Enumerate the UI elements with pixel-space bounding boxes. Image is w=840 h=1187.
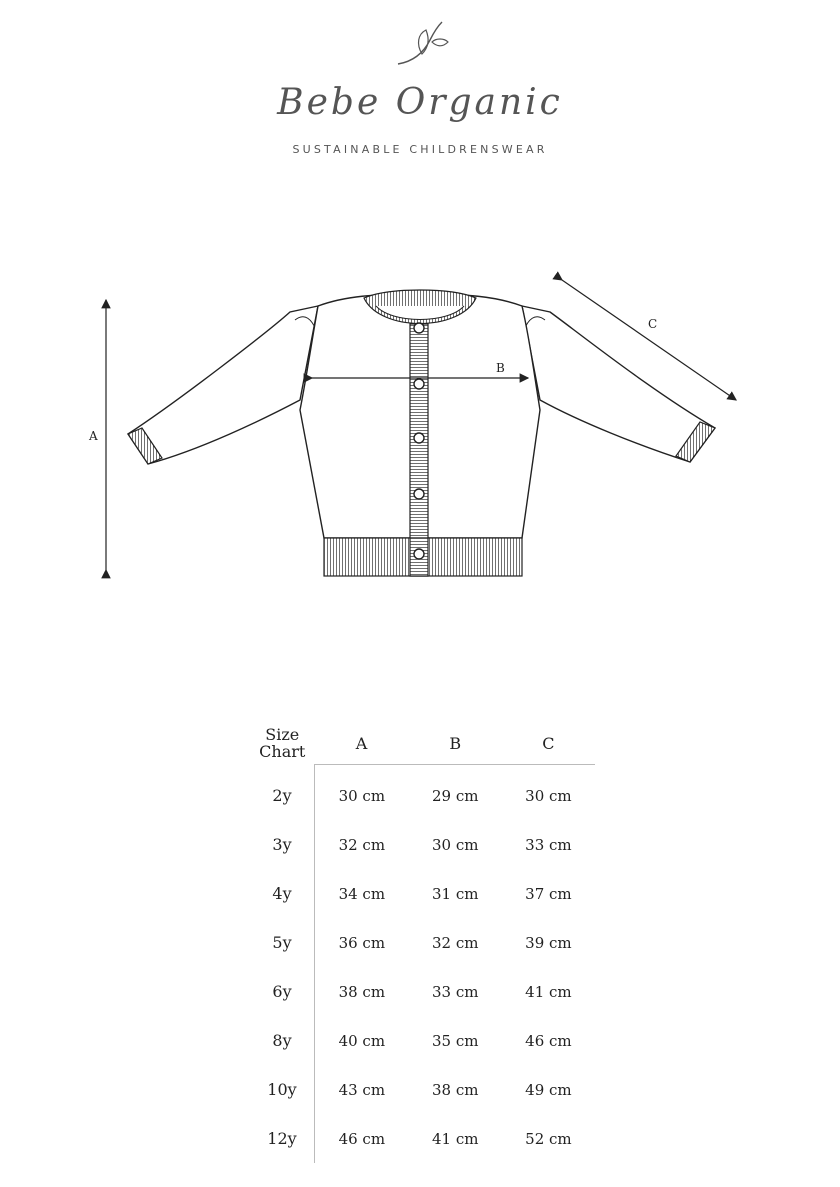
table-row <box>250 918 595 967</box>
size-cell: 5y <box>272 933 292 952</box>
size-cell: 3y <box>272 835 292 854</box>
size-cell: 8y <box>272 1031 292 1050</box>
value-cell-a: 38 cm <box>315 967 409 1016</box>
value-cell-a: 30 cm <box>315 765 409 821</box>
value-cell-a: 40 cm <box>315 1016 409 1065</box>
column-header-a: A <box>315 722 409 765</box>
value-cell-c: 46 cm <box>525 1031 572 1050</box>
table-header-row <box>250 722 595 765</box>
dimension-c-label: C <box>648 317 658 331</box>
table-row <box>250 1016 595 1065</box>
right-sleeve <box>522 306 715 462</box>
brand-name: Bebe Organic <box>277 82 563 123</box>
left-sleeve <box>128 306 318 464</box>
size-cell: 2y <box>272 785 292 805</box>
value-cell-c: 30 cm <box>525 786 572 805</box>
value-cell-a: 36 cm <box>315 918 409 967</box>
value-cell-a: 46 cm <box>315 1114 409 1163</box>
dimension-a-label: A <box>89 429 98 443</box>
value-cell-b: 31 cm <box>431 884 479 903</box>
table-row <box>250 967 595 1016</box>
value-cell-b: 35 cm <box>431 1031 479 1050</box>
value-cell-c: 49 cm <box>525 1080 572 1099</box>
size-cell: 6y <box>272 982 292 1001</box>
leaf-sprig-logo-icon <box>392 18 452 70</box>
table-row <box>250 1114 595 1163</box>
size-chart-corner-label: Size Chart <box>259 725 306 762</box>
size-cell: 4y <box>272 884 292 903</box>
size-chart-table <box>250 722 595 1163</box>
brand-tagline: SUSTAINABLE CHILDRENSWEAR <box>292 143 548 156</box>
value-cell-b: 32 cm <box>431 933 479 952</box>
value-cell-a: 34 cm <box>315 869 409 918</box>
cardigan-measurement-diagram <box>0 250 840 610</box>
value-cell-a: 43 cm <box>315 1065 409 1114</box>
value-cell-b: 41 cm <box>431 1129 479 1148</box>
table-row <box>250 765 595 821</box>
column-header-b: B <box>409 722 502 765</box>
size-cell: 10y <box>267 1080 297 1099</box>
value-cell-c: 37 cm <box>525 884 572 903</box>
value-cell-b: 30 cm <box>431 835 479 854</box>
value-cell-b: 29 cm <box>431 786 479 805</box>
value-cell-b: 33 cm <box>431 982 479 1001</box>
value-cell-c: 33 cm <box>525 835 572 854</box>
value-cell-c: 52 cm <box>525 1129 572 1148</box>
dimension-b-label: B <box>496 361 505 375</box>
column-header-c: C <box>502 722 595 765</box>
value-cell-a: 32 cm <box>315 820 409 869</box>
value-cell-c: 39 cm <box>525 933 572 952</box>
table-row <box>250 820 595 869</box>
value-cell-b: 38 cm <box>431 1080 479 1099</box>
table-row <box>250 1065 595 1114</box>
size-cell: 12y <box>267 1129 297 1148</box>
table-row <box>250 869 595 918</box>
value-cell-c: 41 cm <box>525 982 572 1001</box>
